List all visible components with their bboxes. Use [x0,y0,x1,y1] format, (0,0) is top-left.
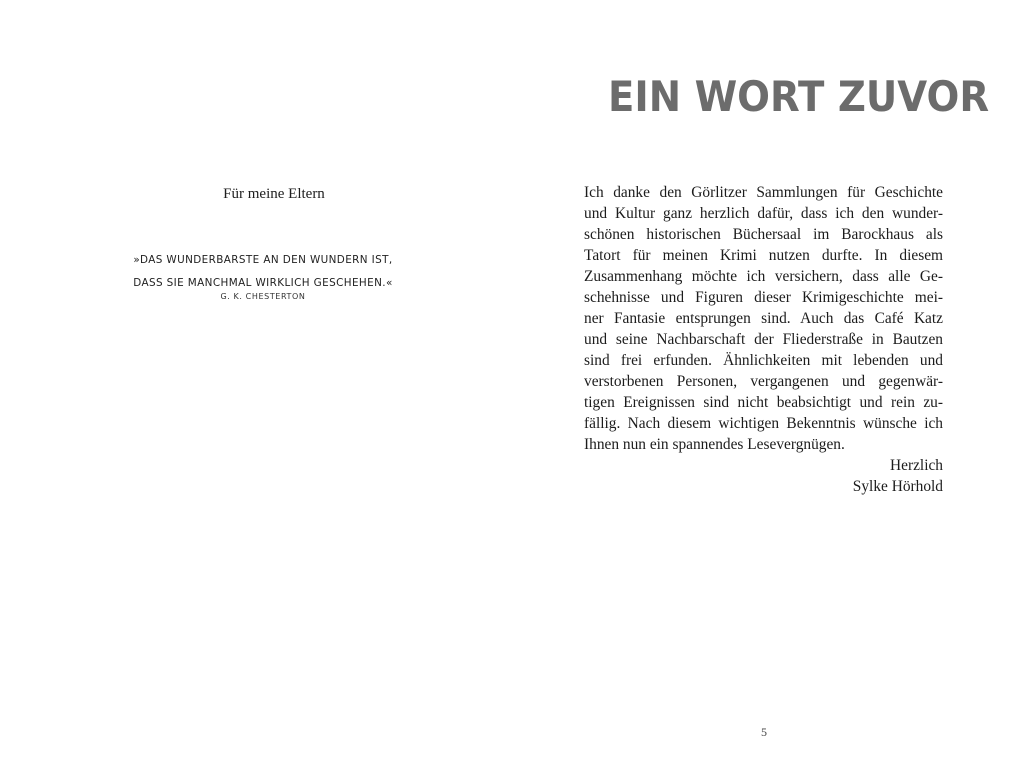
right-page [512,0,1024,778]
body-line: fällig. Nach diesem wichtigen Bekenntnis wünsche ich [584,415,943,432]
chapter-title: EIN WORT ZUVOR [608,72,990,121]
body-line: schehnisse und Figuren dieser Krimigeschichte mei- [584,289,943,306]
author-name: Sylke Hörhold [852,478,943,495]
epigraph-author: G. K. CHESTERTON [220,292,306,301]
epigraph-line-2: DASS SIE MANCHMAL WIRKLICH GESCHEHEN.« [133,277,393,289]
body-line: tigen Ereignissen sind nicht beabsichtigt und rein zu- [584,394,943,411]
signoff-closing: Herzlich [890,457,943,474]
body-line: Zusammenhang möchte ich versichern, dass alle Ge- [584,268,943,285]
signoff [584,455,943,497]
epigraph-line-1: »DAS WUNDERBARSTE AN DEN WUNDERN IST, [133,254,393,266]
page-number: 5 [761,725,767,739]
body-paragraph [584,182,943,455]
epigraph-quote [0,249,526,295]
body-line: und seine Nachbarschaft der Fliederstraße in Bautzen [584,331,943,348]
body-line: ner Fantasie entsprungen sind. Auch das Café Katz [584,310,943,327]
body-line: Ich danke den Görlitzer Sammlungen für Geschichte [584,184,943,201]
body-line: Ihnen nun ein spannendes Lesevergnügen. [584,436,845,453]
dedication: Für meine Eltern [223,186,325,202]
body-line: verstorbenen Personen, vergangenen und gegenwär- [584,373,943,390]
body-line: schönen historischen Büchersaal im Barockhaus als [584,226,943,243]
body-line: und Kultur ganz herzlich dafür, dass ich den wunder- [584,205,943,222]
body-line: Tatort für meinen Krimi nutzen durfte. In diesem [584,247,943,264]
body-line: sind frei erfunden. Ähnlichkeiten mit lebenden und [584,352,943,369]
